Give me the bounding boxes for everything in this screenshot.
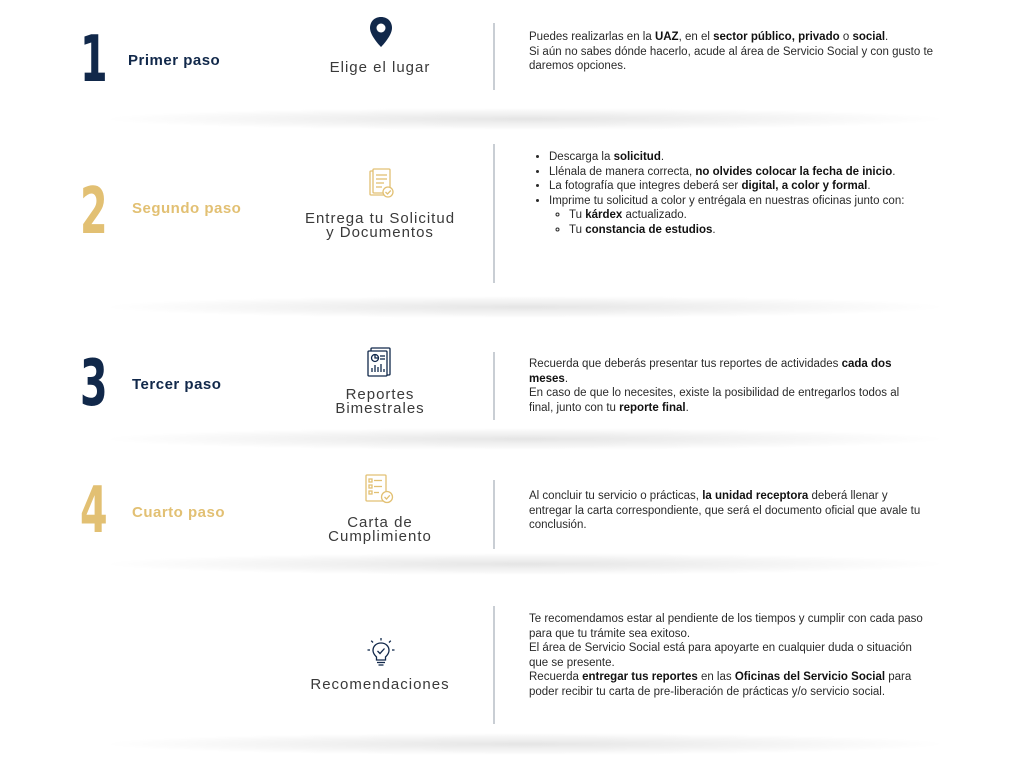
- step-1: [0, 0, 1024, 130]
- list-item: ◦ Tu kárdex actualizado.: [569, 208, 919, 223]
- card-shadow: [110, 733, 940, 755]
- step-description: [529, 150, 919, 238]
- step-label-line: Elige el lugar: [329, 59, 431, 76]
- step-number: 2: [80, 175, 108, 249]
- step-number: 3: [80, 347, 108, 421]
- list-item: • Imprime tu solicitud a color y entrégala en nuestras oficinas junto con: ◦ Tu kárdex actualizado. ◦ Tu constancia de estudios.: [549, 194, 919, 238]
- step-number: 1: [80, 23, 108, 97]
- document-check-icon: [366, 168, 396, 198]
- list-item: • La fotografía que integres deberá ser digital, a color y formal.: [549, 179, 919, 194]
- map-pin-icon: [366, 16, 396, 46]
- step-label-line: Cumplimiento: [328, 528, 432, 545]
- step-label: [285, 61, 475, 75]
- step-number: 4: [80, 474, 108, 548]
- recommendations-section: [0, 575, 1024, 768]
- divider: [493, 23, 495, 90]
- step-label-line: Entrega tu Solicitud: [304, 210, 456, 227]
- card-shadow: [110, 553, 940, 575]
- step-title: Primer paso: [128, 52, 221, 69]
- checklist-icon: [364, 473, 394, 503]
- step-description: Al concluir tu servicio o prácticas, la unidad receptora deberá llenar y entregar la carta correspondiente, que será el documento oficial que avale tu conclusión.: [529, 490, 921, 532]
- lightbulb-check-icon: [366, 637, 396, 667]
- divider: [493, 352, 495, 420]
- list-item: • Descarga la solicitud.: [549, 150, 919, 165]
- report-chart-icon: [366, 346, 396, 376]
- step-description: Recuerda que deberás presentar tus reportes de actividades cada dos meses. En caso de que lo necesites, existe la posibilidad de entregarlos todos al final, junto con tu reporte final.: [529, 358, 900, 414]
- card-shadow: [110, 296, 940, 318]
- list-item: ◦ Tu constancia de estudios.: [569, 223, 919, 238]
- step-label-line: Reportes: [345, 386, 415, 403]
- step-3: [0, 320, 1024, 445]
- card-shadow: [110, 108, 940, 130]
- step-label-line: y Documentos: [326, 224, 434, 241]
- step-2: [0, 130, 1024, 320]
- step-label: [285, 212, 475, 240]
- step-title: Segundo paso: [132, 200, 242, 217]
- step-label-line: Carta de: [347, 514, 413, 531]
- divider: [493, 606, 495, 724]
- step-label: [285, 516, 475, 544]
- recommendations-text: Te recomendamos estar al pendiente de los tiempos y cumplir con cada paso para que tu trámite sea exitoso. El área de Servicio Social está para apoyarte en cualquier duda o situación que se presente. Recuerda entregar tus reportes en las Oficinas del Servicio Social para poder recibir tu carta de pre-liberación de prácticas y/o servicio social.: [529, 613, 923, 698]
- step-label-line: Bimestrales: [335, 400, 425, 417]
- step-label: [285, 388, 475, 416]
- step-4: [0, 445, 1024, 575]
- step-title: Cuarto paso: [132, 504, 226, 521]
- section-label: Recomendaciones: [310, 676, 450, 693]
- list-item: • Llénala de manera correcta, no olvides colocar la fecha de inicio.: [549, 165, 919, 180]
- divider: [493, 480, 495, 549]
- divider: [493, 144, 495, 283]
- step-description: Puedes realizarlas en la UAZ, en el sector público, privado o social. Si aún no sabes dónde hacerlo, acude al área de Servicio Social y con gusto te daremos opciones.: [529, 31, 934, 73]
- step-title: Tercer paso: [132, 376, 222, 393]
